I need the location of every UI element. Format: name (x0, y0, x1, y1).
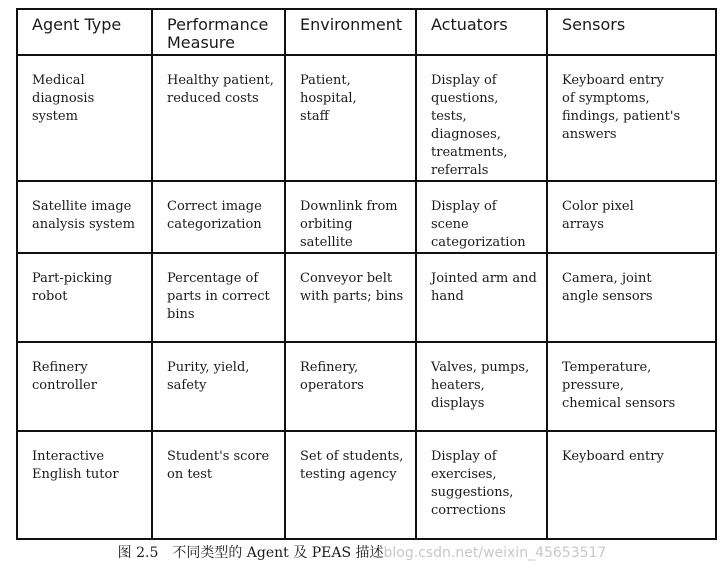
cell-performance-measure: Purity, yield, safety (152, 342, 285, 431)
cell-environment: Downlink from orbiting satellite (285, 181, 416, 253)
cell-actuators: Display of exercises, suggestions, corrections (416, 431, 547, 539)
cell-actuators: Display of questions, tests, diagnoses, treatments, referrals (416, 55, 547, 181)
cell-actuators: Display of scene categorization (416, 181, 547, 253)
cell-sensors: Camera, joint angle sensors (547, 253, 716, 342)
cell-actuators: Jointed arm and hand (416, 253, 547, 342)
watermark-text: blog.csdn.net/weixin_45653517 (383, 545, 607, 561)
cell-environment: Refinery, operators (285, 342, 416, 431)
cell-agent-type: Part-picking robot (17, 253, 152, 342)
cell-agent-type: Refinery controller (17, 342, 152, 431)
cell-performance-measure: Healthy patient, reduced costs (152, 55, 285, 181)
cell-agent-type: Satellite image analysis system (17, 181, 152, 253)
header-environment: Environment (285, 9, 416, 55)
cell-environment: Conveyor belt with parts; bins (285, 253, 416, 342)
header-sensors: Sensors (547, 9, 716, 55)
table-row (17, 55, 716, 181)
cell-actuators: Valves, pumps, heaters, displays (416, 342, 547, 431)
caption-text: 图 2.5 不同类型的 Agent 及 PEAS 描述 (117, 545, 384, 561)
cell-performance-measure: Student's score on test (152, 431, 285, 539)
peas-table-container (16, 8, 715, 537)
cell-environment: Set of students, testing agency (285, 431, 416, 539)
table-row (17, 181, 716, 253)
cell-sensors: Temperature, pressure, chemical sensors (547, 342, 716, 431)
cell-performance-measure: Correct image categorization (152, 181, 285, 253)
table-row (17, 342, 716, 431)
header-performance-measure: Performance Measure (152, 9, 285, 55)
table-row (17, 431, 716, 539)
peas-table (16, 8, 717, 540)
cell-sensors: Keyboard entry of symptoms, findings, patient's answers (547, 55, 716, 181)
figure-caption (0, 541, 724, 565)
cell-environment: Patient, hospital, staff (285, 55, 416, 181)
cell-sensors: Keyboard entry (547, 431, 716, 539)
header-row (17, 9, 716, 55)
header-actuators: Actuators (416, 9, 547, 55)
cell-agent-type: Medical diagnosis system (17, 55, 152, 181)
cell-sensors: Color pixel arrays (547, 181, 716, 253)
table-row (17, 253, 716, 342)
cell-performance-measure: Percentage of parts in correct bins (152, 253, 285, 342)
cell-agent-type: Interactive English tutor (17, 431, 152, 539)
header-agent-type: Agent Type (17, 9, 152, 55)
